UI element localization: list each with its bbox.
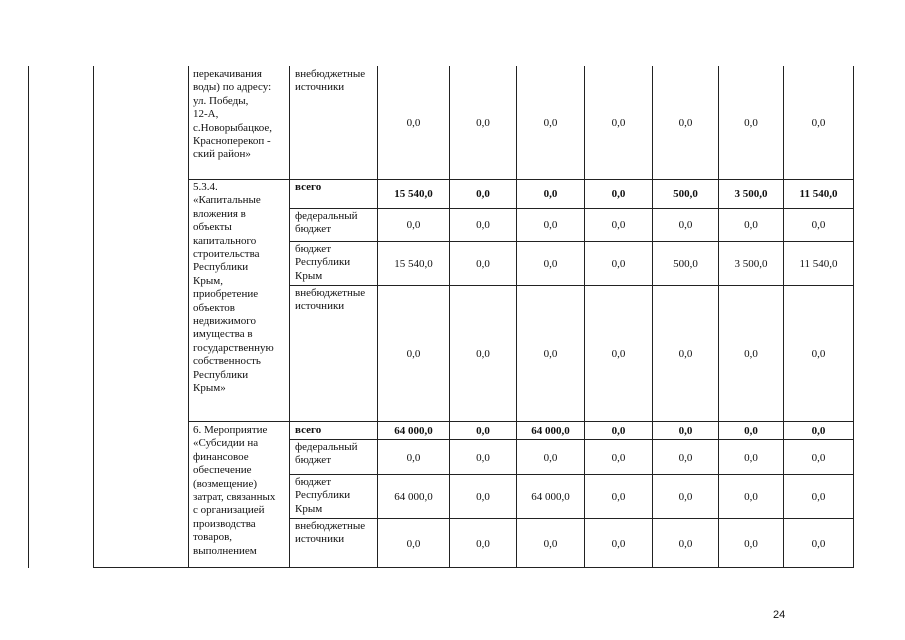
value-cell: 64 000,0 — [531, 425, 570, 437]
value-cell: 0,0 — [543, 538, 558, 550]
funding-source: внебюджетные источники — [295, 68, 366, 94]
value-cell: 0,0 — [476, 188, 490, 200]
value-cell: 500,0 — [673, 188, 698, 200]
value-cell: 0,0 — [611, 538, 626, 550]
value-cell: 3 500,0 — [734, 188, 768, 200]
table-border-right — [853, 66, 854, 568]
value-cell: 0,0 — [744, 538, 758, 550]
value-cell: 0,0 — [811, 538, 826, 550]
value-cell: 0,0 — [476, 491, 490, 503]
value-cell: 0,0 — [543, 219, 558, 231]
funding-source: всего — [295, 181, 322, 193]
value-cell: 0,0 — [406, 219, 421, 231]
value-cell: 0,0 — [406, 348, 421, 360]
value-cell: 0,0 — [678, 219, 693, 231]
value-cell: 0,0 — [678, 538, 693, 550]
value-cell: 0,0 — [744, 452, 758, 464]
value-cell: 0,0 — [611, 348, 626, 360]
funding-source: федеральный бюджет — [295, 210, 358, 236]
value-cell: 500,0 — [673, 258, 698, 270]
value-cell: 0,0 — [406, 117, 421, 129]
value-cell: 3 500,0 — [734, 258, 768, 270]
value-cell: 0,0 — [543, 258, 558, 270]
value-cell: 0,0 — [678, 425, 693, 437]
value-cell: 0,0 — [678, 452, 693, 464]
value-cell: 0,0 — [543, 452, 558, 464]
value-cell: 0,0 — [476, 348, 490, 360]
table-col-divider — [188, 66, 189, 568]
value-cell: 0,0 — [476, 219, 490, 231]
funding-source: бюджет Республики Крым — [295, 243, 351, 282]
value-cell: 0,0 — [678, 117, 693, 129]
row-name: 6. Мероприятие «Субсидии на финансовое обеспечение (возмещение) затрат, связанных с организацией производства товаров, выполнением — [193, 424, 276, 557]
value-cell: 0,0 — [543, 348, 558, 360]
value-cell: 0,0 — [543, 188, 558, 200]
value-cell: 0,0 — [543, 117, 558, 129]
table-col-divider — [93, 66, 94, 568]
value-cell: 15 540,0 — [394, 258, 433, 270]
row-divider — [289, 474, 854, 475]
value-cell: 11 540,0 — [799, 258, 838, 270]
value-cell: 0,0 — [811, 452, 826, 464]
value-cell: 0,0 — [811, 425, 826, 437]
value-cell: 0,0 — [811, 219, 826, 231]
value-cell: 0,0 — [744, 491, 758, 503]
row-name: 5.3.4. «Капитальные вложения в объекты капитального строительства Республики Крым, приобретение объектов недвижимого имущества в государственную собственность Республики Крым» — [193, 181, 274, 395]
row-divider — [188, 421, 854, 422]
value-cell: 64 000,0 — [394, 425, 433, 437]
value-cell: 0,0 — [811, 348, 826, 360]
row-divider — [289, 241, 854, 242]
value-cell: 0,0 — [678, 491, 693, 503]
value-cell: 11 540,0 — [799, 188, 838, 200]
value-cell: 0,0 — [744, 219, 758, 231]
value-cell: 0,0 — [406, 452, 421, 464]
funding-source: внебюджетные источники — [295, 287, 366, 313]
value-cell: 0,0 — [811, 491, 826, 503]
value-cell: 0,0 — [476, 258, 490, 270]
value-cell: 0,0 — [611, 219, 626, 231]
value-cell: 0,0 — [611, 117, 626, 129]
value-cell: 0,0 — [406, 538, 421, 550]
value-cell: 0,0 — [611, 188, 626, 200]
value-cell: 0,0 — [811, 117, 826, 129]
value-cell: 0,0 — [611, 258, 626, 270]
value-cell: 0,0 — [611, 491, 626, 503]
funding-source: внебюджетные источники — [295, 520, 366, 546]
value-cell: 64 000,0 — [394, 491, 433, 503]
row-divider — [188, 179, 854, 180]
value-cell: 0,0 — [744, 348, 758, 360]
table-border-left — [28, 66, 29, 568]
table-border-bottom — [93, 567, 854, 568]
row-name: перекачивания воды) по адресу: ул. Победы, 12-А, с.Новорыбацкое, Красноперекоп - ский район» — [193, 68, 273, 161]
value-cell: 0,0 — [678, 348, 693, 360]
value-cell: 0,0 — [611, 452, 626, 464]
row-divider — [289, 439, 854, 440]
value-cell: 0,0 — [744, 425, 758, 437]
page-number: 24 — [773, 609, 786, 621]
value-cell: 0,0 — [476, 425, 490, 437]
value-cell: 0,0 — [744, 117, 758, 129]
funding-source: федеральный бюджет — [295, 441, 358, 467]
value-cell: 0,0 — [476, 117, 490, 129]
value-cell: 0,0 — [476, 538, 490, 550]
table-col-divider — [289, 66, 290, 568]
row-divider — [289, 285, 854, 286]
value-cell: 64 000,0 — [531, 491, 570, 503]
row-divider — [289, 518, 854, 519]
value-cell: 0,0 — [476, 452, 490, 464]
value-cell: 15 540,0 — [394, 188, 433, 200]
funding-source: бюджет Республики Крым — [295, 476, 351, 515]
funding-source: всего — [295, 424, 322, 436]
row-divider — [289, 208, 854, 209]
value-cell: 0,0 — [611, 425, 626, 437]
